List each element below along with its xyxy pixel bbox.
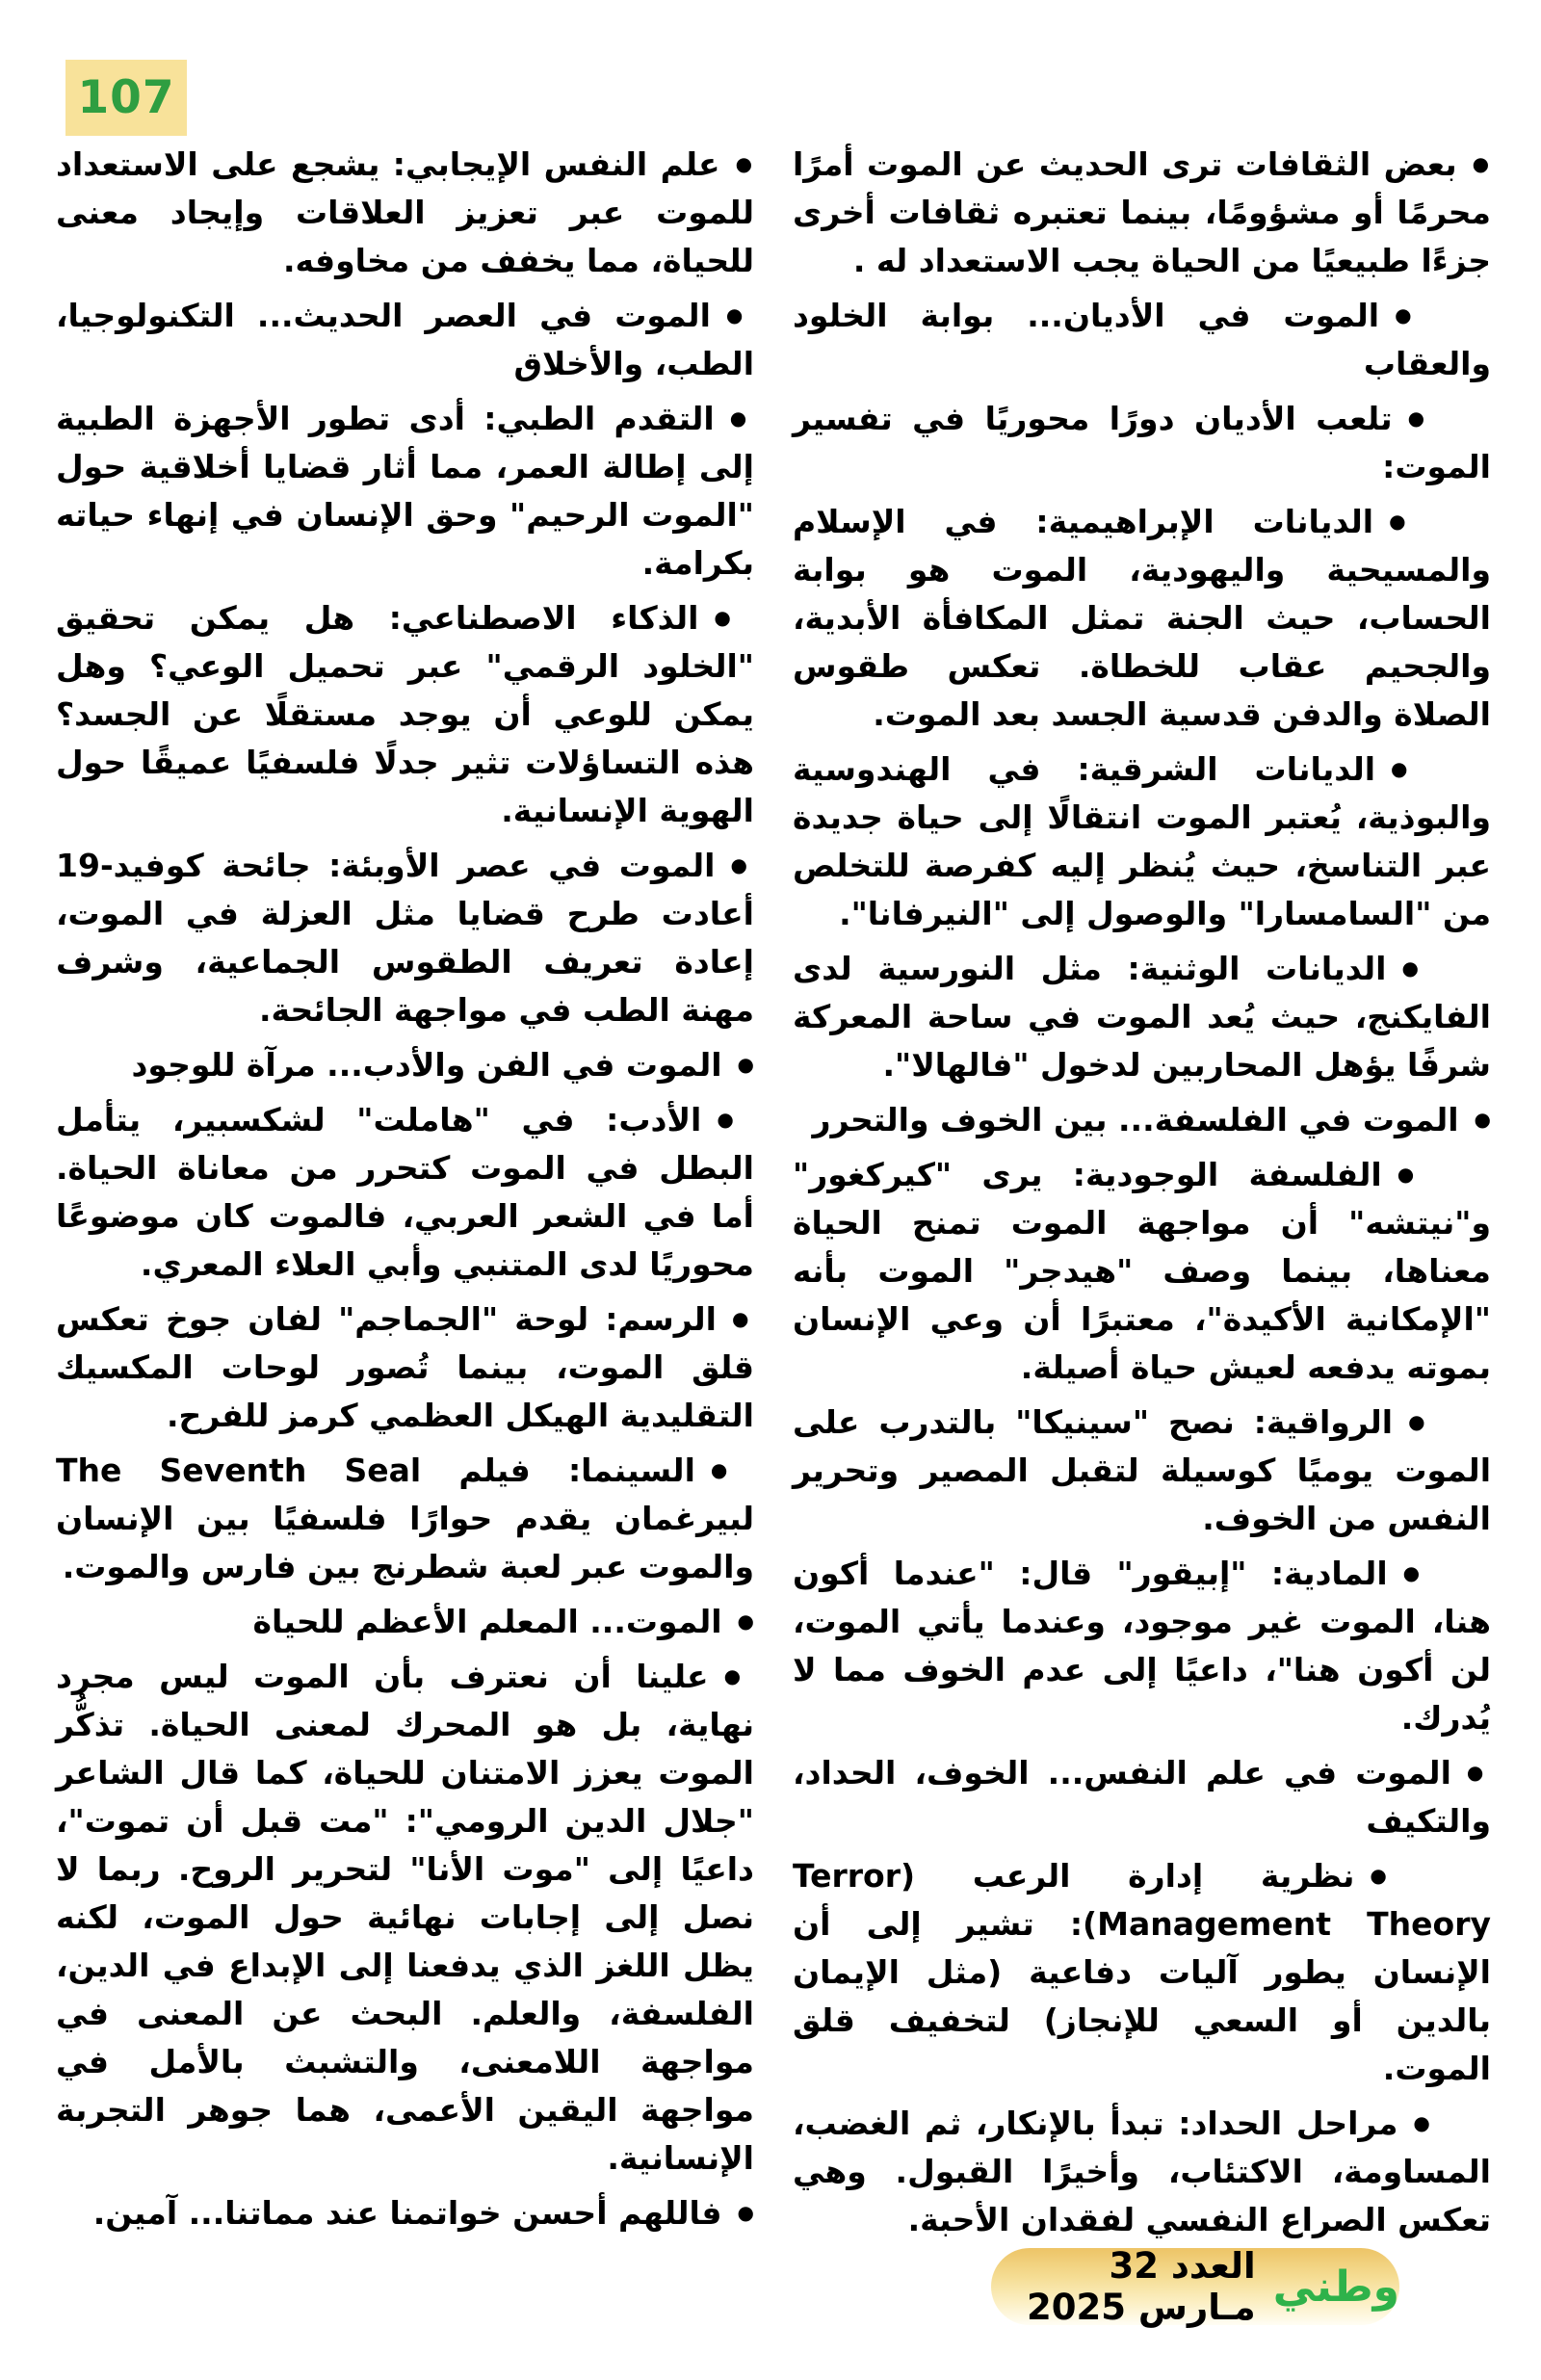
bullet-item: ● بعض الثقافات ترى الحديث عن الموت أمرًا محرمًا أو مشؤومًا، بينما تعتبره ثقافات أخرى جزءًا طبيعيًا من الحياة يجب الاستعداد له . — [793, 140, 1491, 285]
bullet-item: ● علينا أن نعترف بأن الموت ليس مجرد نهاية، بل هو المحرك لمعنى الحياة. تذكُّر الموت يعزز الامتنان للحياة، كما قال الشاعر "جلال الدين الرومي": "مت قبل أن تموت"، داعيًا إلى "موت الأنا" لتحرير الروح. ربما لا نصل إلى إجابات نهائية حول الموت، لكنه يظل اللغز الذي يدفعنا إلى الإبداع في الدين، الفلسفة، والعلم. البحث عن المعنى في مواجهة اللامعنى، والتشبث بالأمل في مواجهة اليقين الأعمى، هما جوهر التجربة الإنسانية. — [56, 1652, 754, 2183]
section-heading-item: ● الموت في علم النفس... الخوف، الحداد، والتكيف — [793, 1748, 1491, 1845]
section-heading-item: ● الموت في الفن والأدب... مرآة للوجود — [56, 1040, 754, 1089]
bullet-list-left — [56, 140, 754, 2237]
bullet-item: ● علم النفس الإيجابي: يشجع على الاستعداد للموت عبر تعزيز العلاقات وإيجاد معنى للحياة، مما يخفف من مخاوفه. — [56, 140, 754, 285]
closing-prayer-item: ● فاللهم أحسن خواتمنا عند مماتنا... آمين. — [56, 2188, 754, 2237]
bullet-item: ● مراحل الحداد: تبدأ بالإنكار، ثم الغضب، المساومة، الاكتئاب، وأخيرًا القبول. وهي تعكس الصراع النفسي لفقدان الأحبة. — [793, 2099, 1491, 2244]
section-heading-item: ● الموت... المعلم الأعظم للحياة — [56, 1597, 754, 1646]
article-columns — [56, 140, 1491, 2250]
text-column-right — [793, 140, 1491, 2250]
bullet-item: ● الديانات الوثنية: مثل النورسية لدى الفايكنج، حيث يُعد الموت في ساحة المعركة شرفًا يؤهل المحاربين لدخول "فالهالا". — [793, 944, 1491, 1089]
bullet-item: ● الفلسفة الوجودية: يرى "كيركغور" و"نيتشه" أن مواجهة الموت تمنح الحياة معناها، بينما وصف "هيدجر" الموت بأنه "الإمكانية الأكيدة"، معتبرًا أن وعي الإنسان بموته يدفعه لعيش حياة أصيلة. — [793, 1150, 1491, 1392]
footer-issue-text: العدد 32 مـارس 2025 — [1027, 2245, 1256, 2328]
bullet-item: ● الديانات الإبراهيمية: في الإسلام والمسيحية واليهودية، الموت هو بوابة الحساب، حيث الجنة تمثل المكافأة الأبدية، والجحيم عقاب للخطاة. تعكس طقوس الصلاة والدفن قدسية الجسد بعد الموت. — [793, 497, 1491, 739]
bullet-list-right — [793, 140, 1491, 2244]
bullet-item: ● الموت في الأديان... بوابة الخلود والعقاب — [793, 291, 1491, 388]
page-number: 107 — [77, 71, 175, 124]
bullet-item: ● السينما: فيلم The Seventh Seal لبيرغمان يقدم حوارًا فلسفيًا بين الإنسان والموت عبر لعبة شطرنج بين فارس والموت. — [56, 1446, 754, 1591]
footer-pill — [991, 2245, 1399, 2328]
bullet-item: ● الديانات الشرقية: في الهندوسية والبوذية، يُعتبر الموت انتقالًا إلى حياة جديدة عبر التناسخ، حيث يُنظر إليه كفرصة للتخلص من "السامسارا" والوصول إلى "النيرفانا". — [793, 745, 1491, 938]
text-column-left — [56, 140, 754, 2250]
page-number-badge — [65, 60, 187, 136]
bullet-item: ● التقدم الطبي: أدى تطور الأجهزة الطبية إلى إطالة العمر، مما أثار قضايا أخلاقية حول "الموت الرحيم" وحق الإنسان في إنهاء حياته بكرامة. — [56, 394, 754, 588]
bullet-item: ● الموت في العصر الحديث... التكنولوجيا، الطب، والأخلاق — [56, 291, 754, 388]
bullet-item: ● الموت في عصر الأوبئة: جائحة كوفيد-19 أعادت طرح قضايا مثل العزلة في الموت، إعادة تعريف الطقوس الجماعية، وشرف مهنة الطب في مواجهة الجائحة. — [56, 841, 754, 1034]
bullet-item: ● تلعب الأديان دورًا محوريًا في تفسير الموت: — [793, 394, 1491, 491]
bullet-item: ● الرواقية: نصح "سينيكا" بالتدرب على الموت يوميًا كوسيلة لتقبل المصير وتحرير النفس من الخوف. — [793, 1398, 1491, 1543]
bullet-item: ● نظرية إدارة الرعب (Terror Management Theory): تشير إلى أن الإنسان يطور آليات دفاعية (مثل الإيمان بالدين أو السعي للإنجاز) لتخفيف قلق الموت. — [793, 1851, 1491, 2093]
bullet-item: ● الأدب: في "هاملت" لشكسبير، يتأمل البطل في الموت كتحرر من معاناة الحياة. أما في الشعر العربي، فالموت كان موضوعًا محوريًا لدى المتنبي وأبي العلاء المعري. — [56, 1095, 754, 1289]
watani-brand-logo: وطني — [1272, 2262, 1399, 2312]
bullet-item: ● المادية: "إبيقور" قال: "عندما أكون هنا، الموت غير موجود، وعندما يأتي الموت، لن أكون هنا"، داعيًا إلى عدم الخوف مما لا يُدرك. — [793, 1549, 1491, 1742]
bullet-item: ● الرسم: لوحة "الجماجم" لفان جوخ تعكس قلق الموت، بينما تُصور لوحات المكسيك التقليدية الهيكل العظمي كرمز للفرح. — [56, 1295, 754, 1440]
section-heading-item: ● الموت في الفلسفة... بين الخوف والتحرر — [793, 1095, 1491, 1144]
bullet-item: ● الذكاء الاصطناعي: هل يمكن تحقيق "الخلود الرقمي" عبر تحميل الوعي؟ وهل يمكن للوعي أن يوجد مستقلًا عن الجسد؟ هذه التساؤلات تثير جدلًا فلسفيًا عميقًا حول الهوية الإنسانية. — [56, 593, 754, 835]
